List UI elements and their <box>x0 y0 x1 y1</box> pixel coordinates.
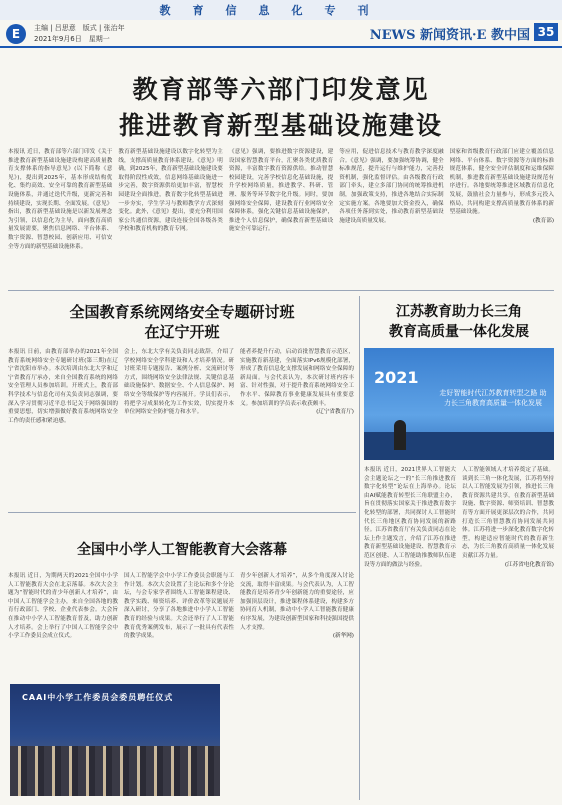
s2-photo-year: 2021 <box>374 368 419 387</box>
column-divider <box>359 296 360 800</box>
band-title: 教育信息化专刊 <box>159 4 391 17</box>
s3-signature: (新华网) <box>332 633 354 640</box>
s3-col-3: 青少年创新人才培养”，从多个角度深入讨论交流，取得丰富成果。与会代表认为，人工智能教育是培养青少年创新能力的重要途径，应加强顶层设计，推进课程体系建设，构建多方协同育人机制，推动中小学人工智能教育健康有序发展，为建设创新型国家和科技强国提供人才支撑。 <box>240 573 354 631</box>
s1-col-1: 本报讯 日前，由教育部举办的2021年全国教育系统网络安全专题研讨班(第三期)在辽宁省沈阳市举办。本次培训由东北大学和辽宁省教育厅承办，来自全国教育系统的网络安全管理人员参加培训。开班式上，教育部科学技术与信息化司有关负责同志强调，要深入学习贯彻习近平总书记关于网络强国的重要思想，切实增强做好教育系统网络安全工作的责任感和紧迫感。 <box>8 349 118 424</box>
header-divider <box>0 46 562 48</box>
newspaper-logo-icon: E <box>6 24 26 44</box>
main-headline-line1: 教育部等六部门印发意见 <box>132 75 430 104</box>
s2-title-line2: 教育高质量一体化发展 <box>389 324 529 340</box>
s1-signature: (辽宁省教育厅) <box>316 409 354 416</box>
s2-col-1: 本报讯 近日，2021世界人工智能大会主题论坛之一的“长三角推进教育数字化转型”论坛在上海举办。论坛由AI赋能教育转型长三角联盟主办，旨在贯彻落实国家关于推进教育数字化转型的部署，共同探讨人工智能时代长三角地区教育协同发展的新路径。江苏省教育厅有关负责同志在论坛上作主题发言，介绍了江苏在推进教育新型基础设施建设、智慧教育示范区创建、人工智能助推教师队伍建设等方面的做法与经验。 <box>364 467 456 568</box>
s2-signature: (江苏省电化教育馆) <box>504 561 554 568</box>
section-divider <box>8 290 554 291</box>
s2-col-2-wrap <box>462 466 554 800</box>
top-band <box>0 0 562 20</box>
s2-title-line1: 江苏教育助力长三角 <box>396 304 522 320</box>
date-line: 2021年9月6日 星期一 <box>34 35 110 43</box>
lead-article <box>8 148 554 284</box>
s2-col-2: 人工智能领域人才培养奠定了基础。谈到长三角一体化发展，江苏将坚持以人工智能发展为引领，推进长三角教育资源共建共享，在教育新型基础设施、数字资源、师资培训、智慧教育等方面开展更深层次的合作，共同打造长三角智慧教育协同发展共同体。江苏将进一步深化教育数字化转型，构建适应智能时代的教育新生态，为长三角教育高质量一体化发展贡献江苏力量。 <box>462 467 554 559</box>
lead-col-2: 教育新型基础设施建设以数字化转型为主线，支撑高质量教育体系建设。《意见》明确，到2025年，教育新型基础设施建设要取得阶段性成效，信息网络基础设施进一步完善，数字资源供给更加丰富，智慧校园建设全面推进，教育数字化转型基础进一步夯实，学生学习与教师教学方式深刻变化。此外，《意见》提出，要充分利用国家公共通信资源，建设连接全国各级各类学校和教育机构的教育专网。 <box>118 149 223 233</box>
stage-shape <box>364 432 554 460</box>
s2-conference-photo <box>364 348 554 460</box>
s3-title: 全国中小学人工智能教育大会落幕 <box>77 542 287 558</box>
header-meta <box>34 23 125 45</box>
s1-col-3: 能者养提升行动，启动首批智慧教育示范区，实施教育新基建，全面落实IPv6规模化部署，形成了教育信息化支撑发展和网络安全保障的新局面。与会代表认为，本次研讨班内容丰富、针对性强，对于提升教育系统网络安全工作水平、保障教育事业健康发展具有重要意义。参加培训的学员表示收获颇丰。 <box>240 349 354 407</box>
attendees-row <box>10 746 220 796</box>
s3-ceremony-photo <box>10 684 220 796</box>
lead-col-5 <box>450 148 554 284</box>
editor-line: 主编 | 吕思意 版式 | 张治年 <box>34 24 125 32</box>
lead-col-1: 本报讯 近日，教育部等六部门印发《关于推进教育新型基础设施建设构建高质量教育支撑体系的指导意见》(以下简称《意见》)，提出到2025年，基本形成结构优化、集约高效、安全可靠的教育新型基础设施体系，并通过迭代升级，更新完善和持续建设，实现长期、全面发展。《意见》指出，教育新型基础设施是以新发展理念为引领，以信息化为主导，面向教育高质量发展需要，聚焦信息网络、平台体系、数字资源、智慧校园、创新应用、可信安全等方面的新型基础设施体系。 <box>8 149 113 250</box>
main-headline-line2: 推进教育新型基础设施建设 <box>118 111 443 140</box>
lead-col-4: 等应用，促进信息技术与教育教学深度融合。《意见》强调，要加强统筹协调，健全标准规范，提升运行与维护能力，完善投资机制，强化监督评估。由各级教育行政部门牵头，建立多部门协同的统筹推进机制，加强政策支持，推进各地结合实际制定实施方案。各地要加大资金投入，确保各项任务落到实处，推动教育新型基础设施建设高质量发展。 <box>339 149 444 224</box>
s1-col-3-wrap <box>240 348 354 508</box>
s1-col-2: 会上，东北大学有关负责同志致辞，介绍了学校网络安全学科建设和人才培养情况。研讨班采用专题报告、案例分析、交流研讨等方式，围绕网络安全法律法规、关键信息基础设施保护、数据安全、个人信息保护、网络安全等级保护等内容展开。学员们表示，将把学习成果转化为工作实效，切实提升本单位网络安全防护能力和水平。 <box>124 349 234 416</box>
s2-photo-caption: 走好智能时代江苏教育转型之路 助力长三角教育高质量一体化发展 <box>439 389 547 407</box>
speaker-figure <box>394 420 406 450</box>
s3-col-2: 国人工智能学会中小学工作委员会职能与工作计划。本次大会设置了主论坛和多个分论坛，与会专家学者围绕人工智能课程建设、教学实践、师资培养、评价改革等议题展开深入研讨，分享了各地推进中小学人工智能教育的经验与成果。大会还举行了人工智能教育优秀案例发布，展示了一批具有代表性的教学成果。 <box>124 573 234 640</box>
s1-title-line2: 在辽宁开班 <box>144 323 220 341</box>
s3-col-3-wrap <box>240 572 354 800</box>
page-number: 35 <box>534 23 558 41</box>
lead-signature: (教育部) <box>532 217 555 224</box>
s3-divider <box>8 512 356 513</box>
lead-col-5-text: 国家和省级教育行政部门应建立覆盖信息网络、平台体系、数字资源等方面的标准规范体系，健全安全评估制度和运维保障机制，推进教育新型基础设施建设规范有序进行。各地要统筹推进区域教育信息化发展，鼓励社会力量参与，形成多元投入格局，共同构建支撑高质量教育体系的新型基础设施。 <box>449 149 555 216</box>
s3-photo-caption: CAAI中小学工作委员会委员聘任仪式 <box>22 693 174 702</box>
lead-col-3: 《意见》强调，要推进数字资源建设，建设国家智慧教育平台，汇聚各类优质教育资源，丰富数字教育资源供给。推动智慧校园建设，完善学校信息化基础设施，提升学校网络质量，推进教学、科研、管理、服务等环节数字化升级。同时，要加强网络安全保障，建设教育行业网络安全保障体系，强化关键信息基础设施保护，推进个人信息保护，确保教育新型基础设施安全可靠运行。 <box>228 149 334 233</box>
section-name: NEWS 新闻资讯·E 教中国 <box>369 28 530 43</box>
s3-col-1: 本报讯 近日，为期两天的2021全国中小学人工智能教育大会在北京落幕。本次大会主题为“智能时代的青少年创新人才培养”，由中国人工智能学会主办，来自全国各地的教育行政部门、学校、企业代表参会。大会旨在推动中小学人工智能教育普及，助力创新人才培养。会上举行了中国人工智能学会中小学工作委员会成立仪式。 <box>8 573 118 640</box>
s1-title-line1: 全国教育系统网络安全专题研讨班 <box>69 303 295 321</box>
